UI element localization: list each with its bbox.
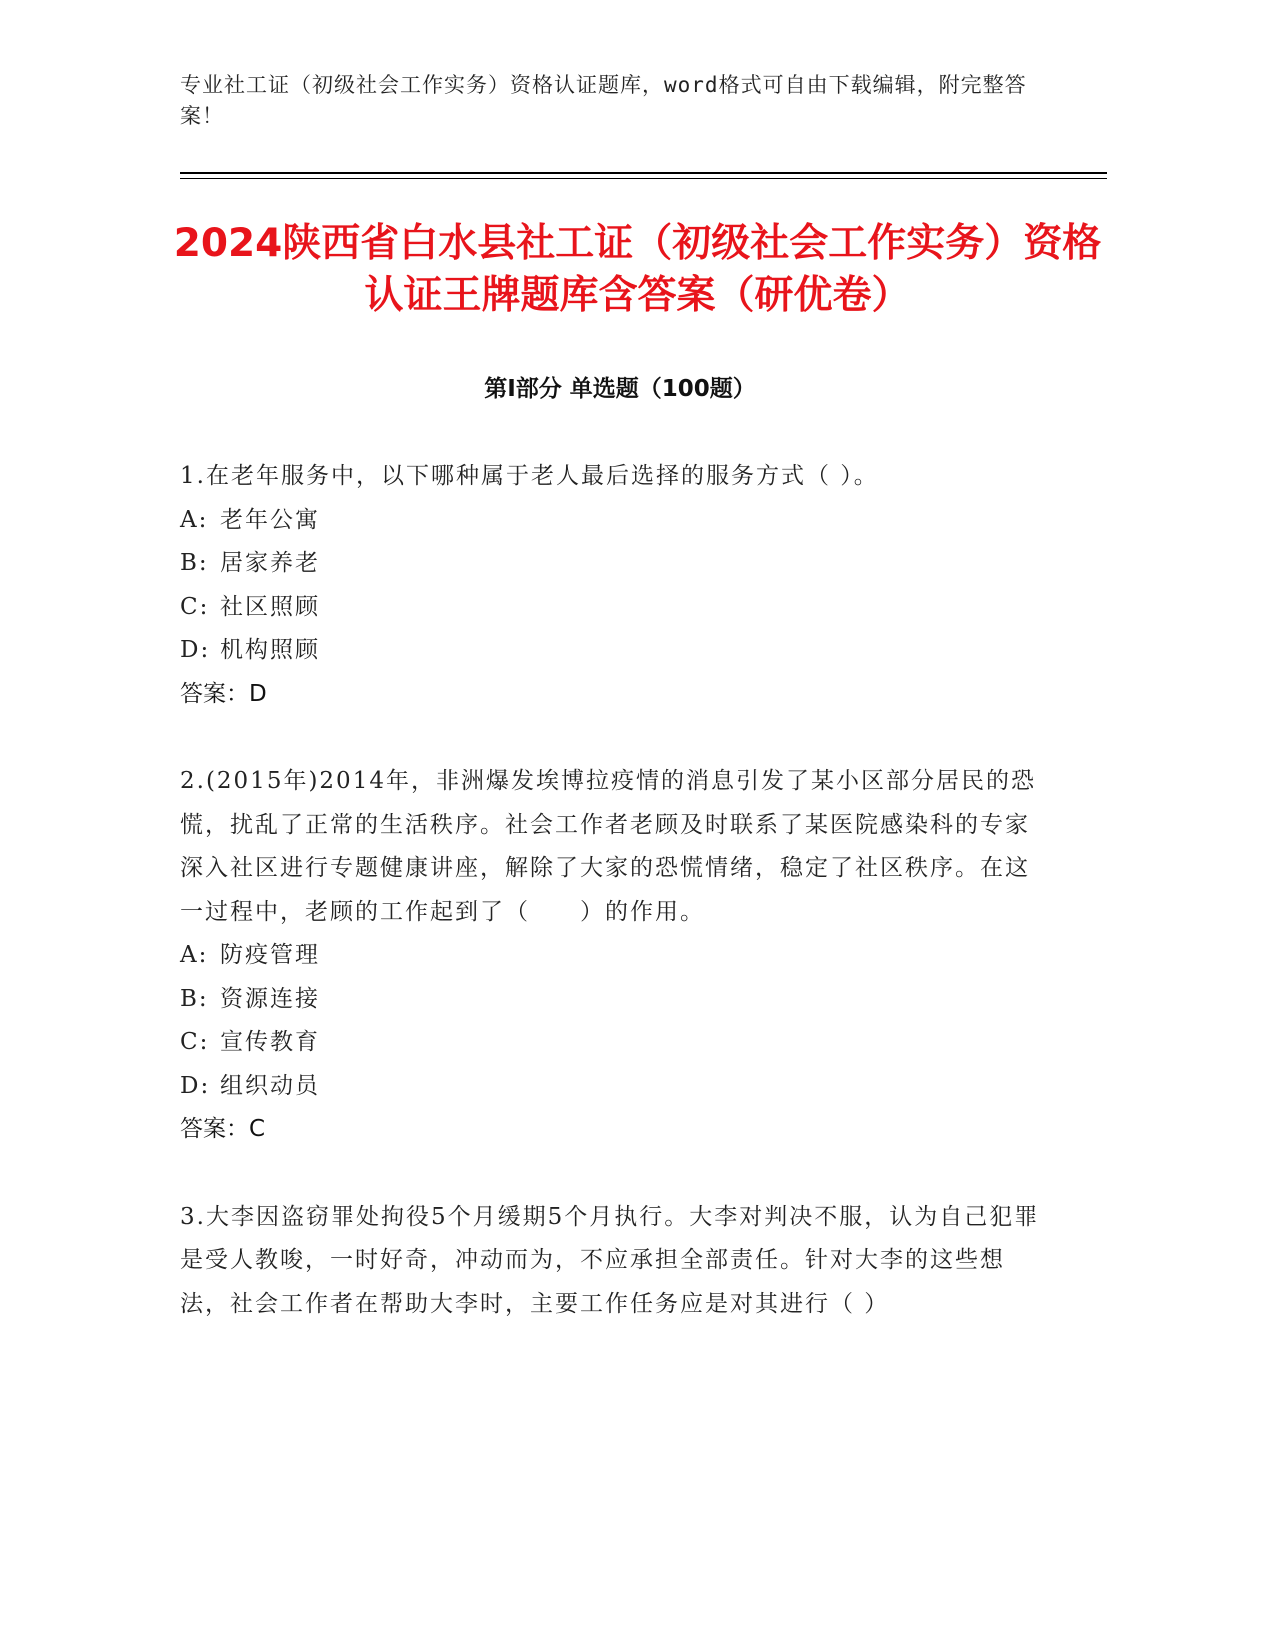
option-b [180, 978, 1040, 1022]
question-1 [180, 455, 1040, 716]
option-b [180, 542, 1040, 586]
header-divider-thin [180, 178, 1107, 179]
option-text: 老年公寓 [220, 506, 320, 533]
option-d [180, 629, 1040, 673]
option-d [180, 1065, 1040, 1109]
option-text: 组织动员 [220, 1072, 320, 1099]
option-c [180, 586, 1040, 630]
option-letter: C: [180, 1029, 210, 1055]
question-stem: 3.大李因盗窃罪处拘役5个月缓期5个月执行。大李对判决不服，认为自己犯罪是受人教唆，一时好奇，冲动而为，不应承担全部责任。针对大李的这些想法，社会工作者在帮助大李时，主要工作任务应是对其进行（ ） [180, 1203, 1040, 1317]
question-3 [180, 1196, 1040, 1327]
option-letter: C: [180, 593, 210, 620]
option-letter: D: [180, 1072, 211, 1099]
option-text: 机构照顾 [220, 637, 320, 663]
page-header: 专业社工证（初级社会工作实务）资格认证题库，word格式可自由下载编辑，附完整答案！ [180, 73, 1027, 128]
answer-line: 答案：C [180, 1116, 266, 1142]
option-text: 资源连接 [220, 985, 320, 1012]
option-text: 社区照顾 [220, 593, 320, 620]
option-letter: A: [180, 942, 209, 968]
document-title: 2024陕西省白水县社工证（初级社会工作实务）资格认证王牌题库含答案（研优卷） [173, 221, 1102, 318]
option-letter: B: [180, 985, 209, 1012]
section-heading: 第Ⅰ部分 单选题（100题） [484, 376, 756, 402]
header-divider-thick [180, 172, 1107, 174]
option-a [180, 499, 1040, 543]
question-2 [180, 760, 1040, 1152]
option-c [180, 1021, 1040, 1065]
option-text: 防疫管理 [220, 942, 320, 968]
option-text: 宣传教育 [220, 1029, 320, 1055]
option-a [180, 934, 1040, 978]
question-stem: 1.在老年服务中，以下哪种属于老人最后选择的服务方式（ ）。 [180, 463, 879, 489]
question-stem: 2.(2015年)2014年，非洲爆发埃博拉疫情的消息引发了某小区部分居民的恐慌，扰乱了正常的生活秩序。社会工作者老顾及时联系了某医院感染科的专家深入社区进行专题健康讲座，解除了大家的恐慌情绪，稳定了社区秩序。在这一过程中，老顾的工作起到了（ ）的作用。 [180, 768, 1036, 925]
option-text: 居家养老 [220, 550, 320, 576]
option-letter: B: [180, 550, 209, 576]
question-list [180, 455, 1040, 1370]
option-letter: A: [180, 506, 209, 533]
answer-line: 答案：D [180, 680, 267, 707]
option-letter: D: [180, 637, 211, 663]
